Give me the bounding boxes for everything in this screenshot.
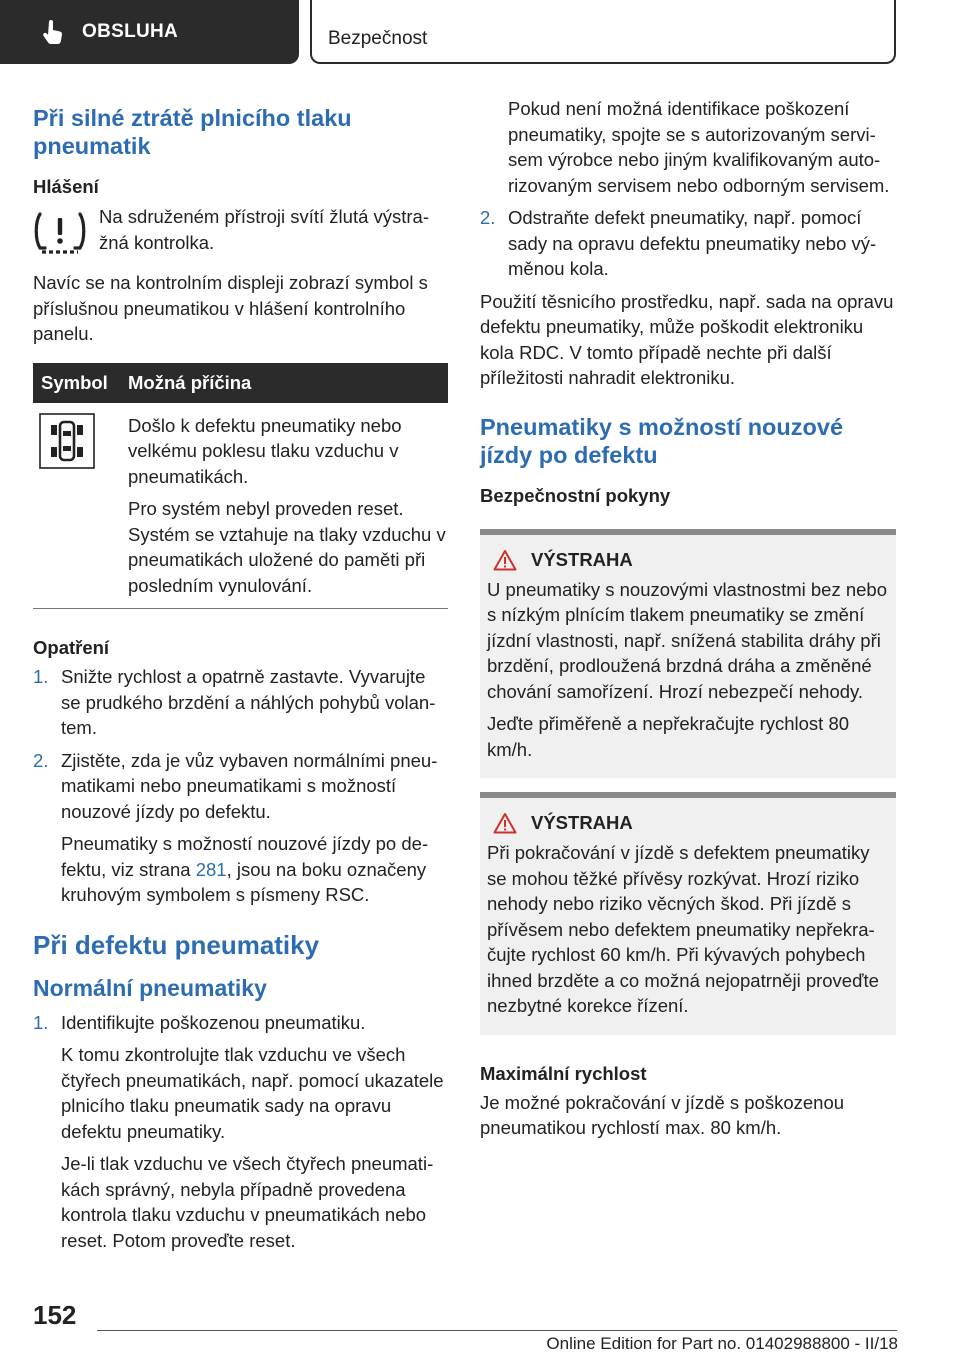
warning-triangle-icon: [493, 549, 517, 571]
list-item: [480, 205, 896, 282]
warning-title-text: VÝSTRAHA: [531, 812, 633, 833]
section-label: OBSLUHA: [82, 21, 179, 42]
warning-title: [487, 812, 888, 834]
section-heading-runflat: Pneumatiky s možností nouzové jízdy po defektu: [480, 413, 844, 468]
list-continuation: K tomu zkontrolujte tlak vzduchu ve všech čtyřech pneumatikách, např. pomocí ukazatele plnicího tlaku pneumatik sady na opravu defektu pneumatiky.: [61, 1044, 444, 1142]
list-number: 2.: [33, 749, 49, 771]
table-col-cause: Možná příčina: [128, 371, 252, 393]
list-number: 2.: [480, 207, 496, 228]
warning-text: U pneumatiky s nouzovými vlastnostmi bez nebo s nízkým plnícím tlakem pneumatiky se změní jízdní vlastnosti, např. snížená stabilita dráhy při brzdění, prodloužená brzdná dráha a změněné chování samořízení. Hrozí nebezpečí nehody.: [487, 578, 887, 702]
page-number: 152: [33, 1300, 77, 1330]
left-column: [33, 96, 448, 1260]
max-speed-text: Je možné pokračování v jízdě s poškozenou pneumatikou rychlostí max. 80 km/h.: [480, 1091, 845, 1138]
list-text: Odstraňte defekt pneumatiky, např. pomocí sady na opravu defektu pneumatiky nebo výměnou kola.: [508, 207, 877, 279]
list-text: Zjistěte, zda je vůz vybaven normálními pneumatikami nebo pneumatikami s možností nouzové jízdy po defektu.: [61, 749, 438, 822]
subheading-normal-tires: Normální pneumatiky: [33, 974, 267, 1001]
sealant-paragraph: Použití těsnicího prostředku, např. sada na opravu defektu pneumatiky, může poškodit elektroniku kola RDC. V tomto případě nechte při další příležitosti nahradit elektroniku.: [480, 290, 894, 388]
section-heading-pressure-loss: Při silné ztrátě plnicího tlaku pneumatik: [33, 105, 352, 159]
message-text: Na sdruženém přístroji svítí žlutá výstražná kontrolka.: [99, 206, 430, 253]
list-continuation: Je-li tlak vzduchu ve všech čtyřech pneumatikách správný, nebyla případně provedena kontrola tlaku vzduchu v pneumatikách nebo reset. Potom proveďte reset.: [61, 1153, 434, 1251]
list-number: 1.: [33, 666, 49, 687]
cause-text-2: Pro systém nebyl proveden reset. Systém se vztahuje na tlaky vzduchu v pneumatikách uložené do paměti při posledním vynulování.: [128, 498, 446, 596]
list-text: Snižte rychlost a opatrně zastavte. Vyvarujte se prudkého brzdění a náhlých pohybů volantem.: [61, 666, 436, 738]
warning-text: Při pokračování v jízdě s defektem pneumatiky se mohou těžké přívěsy rozkývat. Hrozí riziko nehody nebo riziko věcných škod. Při jízdě s přívěsem nebo defektem pneumatiky nepřekračujte rychlost 60 km/h. Při kývavých pohybech ihned brzděte a co možná nejopatrněji proveďte nezbytné korekce řízení.: [487, 842, 879, 1016]
right-column: [480, 96, 896, 1148]
tire-pressure-warning-icon: [33, 206, 87, 260]
section-tab: [0, 0, 299, 64]
list-item: [33, 664, 448, 741]
warning-box: [480, 529, 896, 779]
cause-text-1: Došlo k defektu pneumatiky nebo velkému poklesu tlaku vzduchu v pneumatikách.: [128, 414, 402, 487]
message-block: [33, 204, 448, 260]
footer-divider: [97, 1330, 897, 1331]
continuation-text: Pneumatiky s možností nouzové jízdy po defektu, viz strana: [61, 833, 429, 880]
edition-text: Online Edition for Part no. 01402988800 - II/18: [546, 1334, 898, 1353]
message-label: Hlášení: [33, 176, 99, 197]
list-continuation: [33, 831, 448, 908]
list-text: Identifikujte poškozenou pneumatiku.: [61, 1011, 366, 1033]
table-col-symbol: Symbol: [41, 371, 108, 393]
chapter-title: Bezpečnost: [310, 0, 896, 64]
hand-pointer-icon: [40, 19, 66, 45]
list-item: [33, 748, 448, 825]
section-heading-defect: Při defektu pneumatiky: [33, 929, 320, 960]
measures-label: Opatření: [33, 637, 110, 658]
list-continuation: Pokud není možná identifikace poškození pneumatiky, spojte se s autorizovaným servisem výrobce nebo jiným kvalifikovaným autorizovaným servisem nebo odborným servisem.: [508, 98, 890, 196]
list-item: [33, 1010, 448, 1036]
warning-title-text: VÝSTRAHA: [531, 548, 633, 570]
max-speed-label: Maximální rychlost: [480, 1062, 647, 1084]
warning-title: [487, 549, 888, 571]
display-paragraph: Navíc se na kontrolním displeji zobrazí symbol s příslušnou pneumatikou v hlášení kontrolního panelu.: [33, 272, 428, 344]
continuation-text: , jsou na boku označeny kruhovým symbolem s písmeny RSC.: [61, 858, 427, 905]
car-tire-defect-icon: [39, 413, 95, 469]
table-row: [33, 403, 448, 610]
list-number: 1.: [33, 1011, 49, 1033]
page-reference-link[interactable]: 281: [195, 858, 227, 880]
safety-label: Bezpečnostní pokyny: [480, 484, 671, 506]
warning-triangle-icon: [493, 812, 517, 834]
warning-box: [480, 792, 896, 1035]
warning-text: Jeďte přiměřeně a nepřekračujte rychlost 80 km/h.: [487, 713, 850, 760]
table-header: [33, 363, 448, 403]
